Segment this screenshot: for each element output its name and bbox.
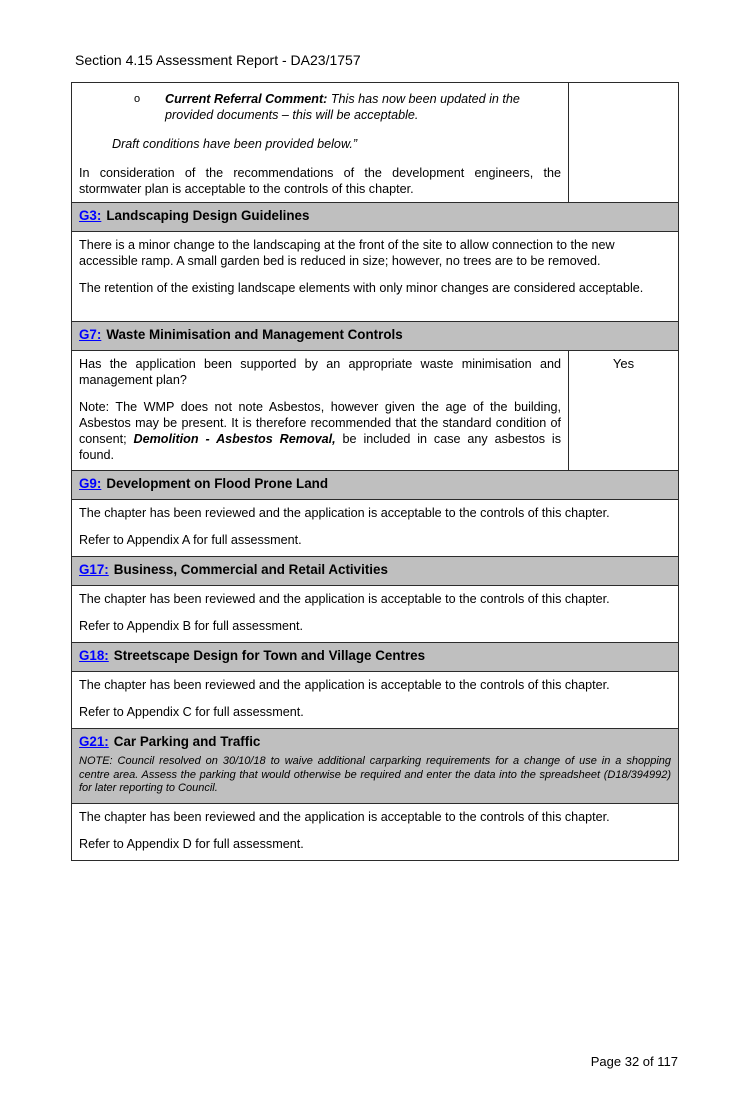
g18-section-header <box>72 643 679 672</box>
table-row-g7-header <box>72 322 679 351</box>
bullet-marker: o <box>134 93 141 105</box>
referral-comment-item <box>79 91 561 123</box>
referral-comment-body: This has now been updated in the provided documents – this will be acceptable. <box>165 92 520 122</box>
stormwater-answer-cell <box>569 83 679 203</box>
g7-answer-cell <box>569 351 679 471</box>
g18-content-cell <box>72 672 679 729</box>
g3-title: Landscaping Design Guidelines <box>106 208 310 223</box>
g7-question-cell <box>72 351 569 471</box>
g18-title: Streetscape Design for Town and Village Centres <box>113 648 426 663</box>
g7-answer-value: Yes <box>612 356 635 371</box>
referral-comment-label: Current Referral Comment: <box>165 92 328 106</box>
table-row-g3-content <box>72 232 679 322</box>
g3-paragraph-2: The retention of the existing landscape elements with only minor changes are considered acceptable. <box>79 281 644 295</box>
g21-title-line <box>79 734 671 750</box>
g3-content-cell <box>72 232 679 322</box>
g9-title: Development on Flood Prone Land <box>106 476 329 491</box>
g7-link[interactable]: G7: <box>79 327 102 342</box>
g17-link[interactable]: G17: <box>79 562 109 577</box>
g3-link[interactable]: G3: <box>79 208 102 223</box>
g9-paragraph-1: The chapter has been reviewed and the application is acceptable to the controls of this chapter. <box>79 506 610 520</box>
g9-link[interactable]: G9: <box>79 476 102 491</box>
table-row-g18-content <box>72 672 679 729</box>
g3-section-header <box>72 203 679 232</box>
table-row-g9-header <box>72 471 679 500</box>
g9-paragraph-2: Refer to Appendix A for full assessment. <box>79 533 302 547</box>
document-header-title: Section 4.15 Assessment Report - DA23/1757 <box>75 52 361 68</box>
table-row-g17-header <box>72 557 679 586</box>
g21-section-header <box>72 729 679 804</box>
referral-comment-text <box>165 91 561 123</box>
g18-paragraph-1: The chapter has been reviewed and the application is acceptable to the controls of this chapter. <box>79 678 610 692</box>
g21-link[interactable]: G21: <box>79 734 109 749</box>
g21-paragraph-2: Refer to Appendix D for full assessment. <box>79 837 304 851</box>
g7-note-pre: Note: The WMP does not note Asbestos, however given the age of the building, Asbestos may be present. It is therefore recommended that the standard condition of consent; <box>79 400 561 446</box>
g9-content-cell <box>72 500 679 557</box>
table-row-g3-header <box>72 203 679 232</box>
draft-conditions-line: Draft conditions have been provided below.” <box>112 137 358 151</box>
g17-paragraph-1: The chapter has been reviewed and the application is acceptable to the controls of this chapter. <box>79 592 610 606</box>
table-row-g18-header <box>72 643 679 672</box>
g21-title: Car Parking and Traffic <box>113 734 261 749</box>
g17-content-cell <box>72 586 679 643</box>
g17-title: Business, Commercial and Retail Activities <box>113 562 388 577</box>
table-row-g9-content <box>72 500 679 557</box>
g7-note <box>79 399 561 463</box>
g7-title: Waste Minimisation and Management Controls <box>106 327 403 342</box>
table-row-g17-content <box>72 586 679 643</box>
g7-note-post: be included in case any asbestos is found. <box>79 432 562 462</box>
g3-paragraph-1: There is a minor change to the landscaping at the front of the site to allow connection to the new accessible ramp. A small garden bed is reduced in size; however, no trees are to be removed. <box>79 238 615 268</box>
page-number-footer: Page 32 of 117 <box>590 1054 678 1069</box>
g18-paragraph-2: Refer to Appendix C for full assessment. <box>79 705 304 719</box>
table-row-g21-content <box>72 804 679 861</box>
table-row-g7-content <box>72 351 679 471</box>
g21-content-cell <box>72 804 679 861</box>
assessment-table <box>71 82 679 861</box>
g21-paragraph-1: The chapter has been reviewed and the application is acceptable to the controls of this chapter. <box>79 810 610 824</box>
g18-link[interactable]: G18: <box>79 648 109 663</box>
g17-section-header <box>72 557 679 586</box>
g7-question: Has the application been supported by an appropriate waste minimisation and management plan? <box>79 357 561 387</box>
g21-note: NOTE: Council resolved on 30/10/18 to waive additional carparking requirements for a change of use in a shopping centre area. Assess the parking that would otherwise be required and enter the data into the spreadsheet (D18/394992) for later reporting to Council. <box>79 755 671 794</box>
table-row-stormwater-continuation <box>72 83 679 203</box>
g7-section-header <box>72 322 679 351</box>
stormwater-conclusion: In consideration of the recommendations of the development engineers, the stormwater plan is acceptable to the controls of this chapter. <box>79 166 561 196</box>
table-row-g21-header <box>72 729 679 804</box>
g9-section-header <box>72 471 679 500</box>
stormwater-comment-cell <box>72 83 569 203</box>
g7-note-condition: Demolition - Asbestos Removal, <box>133 432 336 446</box>
g17-paragraph-2: Refer to Appendix B for full assessment. <box>79 619 303 633</box>
document-page <box>0 53 749 1114</box>
